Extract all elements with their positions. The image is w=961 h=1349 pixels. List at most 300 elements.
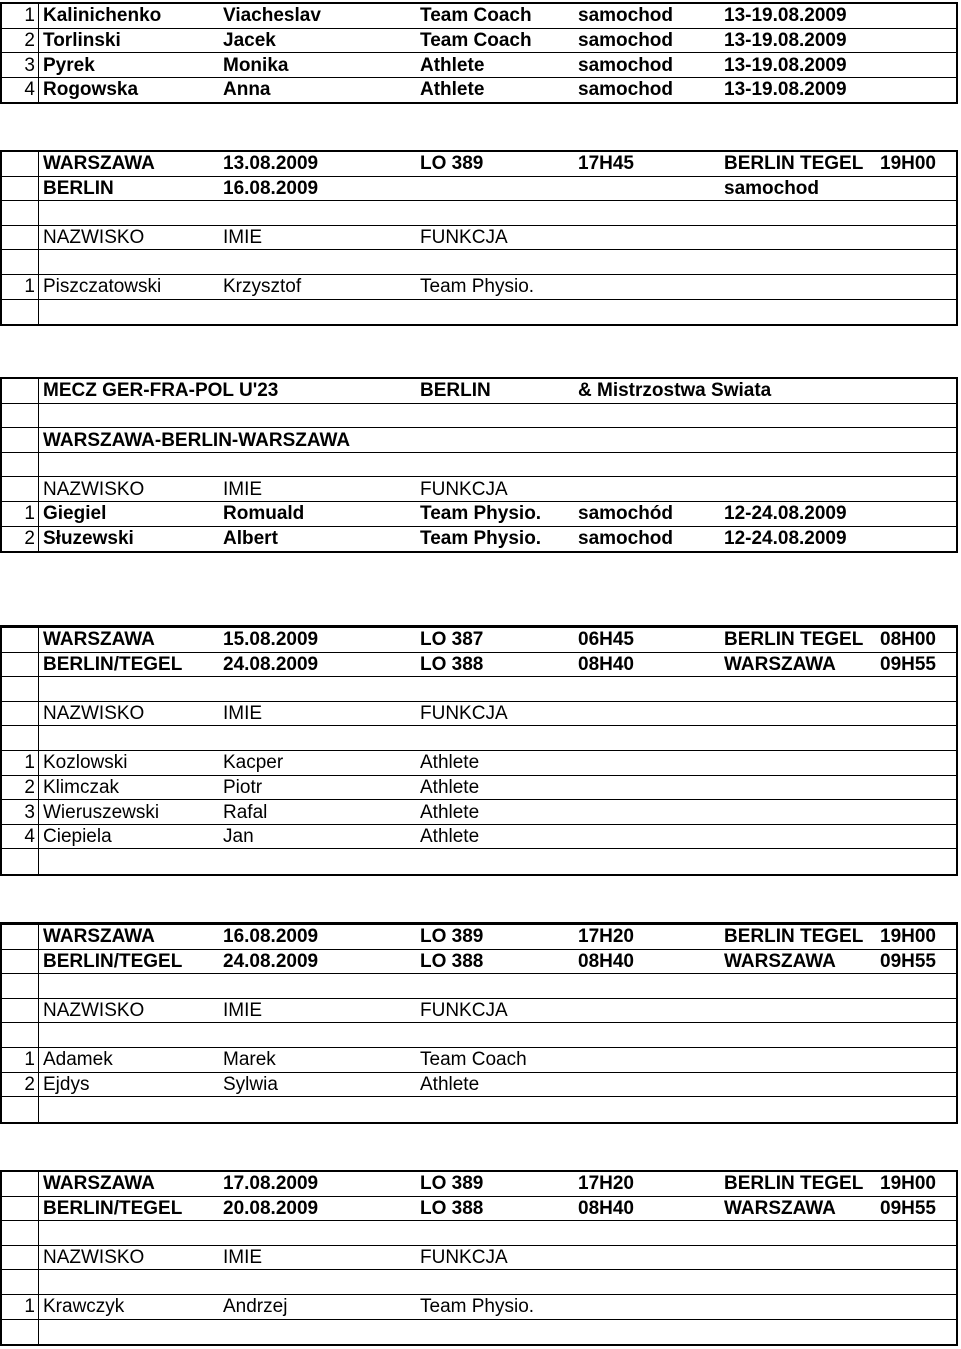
row-number [2,429,38,453]
table-cell [221,850,418,874]
table-cell [722,1271,878,1295]
table-cell: FUNKCJA [420,227,508,249]
row-number [2,226,38,250]
table-cell: 17H20 [578,1173,634,1195]
table-cell [576,1320,722,1344]
table-cell: WARSZAWA [43,1173,155,1195]
row-number: 2 [24,29,35,51]
table-cell: Rogowska [43,79,139,101]
table-cell: 12-24.08.2009 [724,503,847,525]
table-cell: 13-19.08.2009 [724,5,847,27]
table-cell [418,429,576,453]
table-cell: 09H55 [880,653,936,675]
table-cell: Team Physio. [420,527,542,549]
table-cell [878,527,961,551]
table-cell [418,1271,576,1295]
table-cell [41,1098,221,1122]
table-cell: BERLIN/TEGEL [43,950,183,972]
table-cell [41,300,221,324]
table-cell: NAZWISKO [43,227,145,249]
table-cell: NAZWISKO [43,703,145,725]
table-section [0,625,958,876]
table-cell [41,678,221,702]
table-cell: 08H40 [578,950,634,972]
table-cell [878,429,961,453]
table-cell [878,177,961,201]
table-cell [878,702,961,726]
table-cell: WARSZAWA [43,153,155,175]
table-cell: Athlete [420,752,480,774]
table-cell [418,727,576,751]
table-cell [576,478,722,502]
row-number [2,850,38,874]
table-cell: samochod [578,54,674,76]
table-cell: samochód [578,503,674,525]
table-cell: 19H00 [880,153,936,175]
table-cell [576,202,722,226]
table-cell: BERLIN [420,380,491,402]
row-number [2,628,38,652]
table-cell: Team Coach [420,1049,527,1071]
row-number: 3 [24,801,35,823]
table-cell: Athlete [420,54,485,76]
table-cell [576,1271,722,1295]
table-cell: 17H45 [578,153,634,175]
table-cell: 16.08.2009 [223,177,319,199]
column-divider [38,78,39,103]
table-cell [878,54,961,78]
table-cell: Ciepiela [43,826,112,848]
column-divider [38,226,39,251]
table-cell: WARSZAWA [43,926,155,948]
table-cell [221,251,418,275]
row-number [2,1024,38,1048]
column-divider [38,1023,39,1048]
table-cell [221,453,418,477]
table-cell: samochod [578,5,674,27]
table-cell: Athlete [420,79,485,101]
table-cell [221,429,418,453]
table-cell [418,177,576,201]
column-divider [38,1295,39,1320]
table-cell [221,300,418,324]
table-cell [41,404,221,428]
table-cell: 15.08.2009 [223,629,319,651]
table-cell [878,502,961,526]
row-number: 2 [24,527,35,549]
table-cell: Kalinichenko [43,5,162,27]
column-divider [38,502,39,527]
table-cell: 08H40 [578,1197,634,1219]
column-divider [38,825,39,850]
table-cell [878,1073,961,1097]
column-divider [38,1048,39,1073]
table-cell: samochod [578,29,674,51]
table-cell: Krzysztof [223,276,302,298]
table-cell [722,1320,878,1344]
table-cell [722,1246,878,1270]
table-cell [221,1098,418,1122]
table-cell: 08H40 [578,653,634,675]
column-divider [38,849,39,874]
column-divider [38,677,39,702]
table-cell: 13-19.08.2009 [724,79,847,101]
table-cell [221,404,418,428]
row-number [2,251,38,275]
row-number [2,379,38,403]
table-cell [41,453,221,477]
table-cell: BERLIN/TEGEL [43,653,183,675]
table-cell [576,404,722,428]
table-cell: Athlete [420,801,480,823]
table-cell [722,801,878,825]
table-cell [878,1246,961,1270]
table-cell [722,429,878,453]
table-cell: samochod [724,177,820,199]
table-cell [878,727,961,751]
table-cell [576,177,722,201]
table-cell: Giegiel [43,503,107,525]
table-cell [576,1246,722,1270]
table-cell: LO 389 [420,153,484,175]
table-cell [878,801,961,825]
row-number [2,727,38,751]
row-number: 1 [24,752,35,774]
table-cell [221,1222,418,1246]
column-divider [38,1172,39,1197]
table-cell [576,226,722,250]
table-cell: Marek [223,1049,276,1071]
table-cell [722,1073,878,1097]
table-section [0,2,958,104]
table-cell [722,404,878,428]
row-number: 2 [24,1073,35,1095]
table-cell: BERLIN [43,177,114,199]
table-cell: Athlete [420,826,480,848]
table-cell: 06H45 [578,629,634,651]
table-cell: IMIE [223,1247,263,1269]
table-cell: Klimczak [43,776,120,798]
table-cell [878,1295,961,1319]
table-cell [878,478,961,502]
table-cell [878,4,961,28]
table-cell [576,727,722,751]
table-cell: WARSZAWA [724,1197,836,1219]
table-cell: Anna [223,79,271,101]
table-cell [722,379,878,403]
table-cell [576,1073,722,1097]
table-cell [878,453,961,477]
table-cell: Team Coach [420,29,532,51]
table-cell [878,1320,961,1344]
table-cell: NAZWISKO [43,478,145,500]
table-cell: LO 389 [420,1173,484,1195]
table-cell: 13.08.2009 [223,153,319,175]
table-cell: WARSZAWA-BERLIN-WARSZAWA [43,429,351,451]
table-cell [878,300,961,324]
row-number: 1 [24,5,35,27]
column-divider [38,1246,39,1271]
table-cell: WARSZAWA [724,653,836,675]
table-cell: Adamek [43,1049,113,1071]
table-cell: LO 388 [420,950,484,972]
table-cell: 13-19.08.2009 [724,29,847,51]
table-cell: Team Physio. [420,276,535,298]
table-cell [418,1024,576,1048]
table-cell [41,727,221,751]
table-cell [576,975,722,999]
table-cell: Andrzej [223,1296,288,1318]
table-cell: 24.08.2009 [223,653,319,675]
table-cell: Jan [223,826,254,848]
table-cell: BERLIN/TEGEL [43,1197,183,1219]
table-cell: samochod [578,527,674,549]
table-cell [418,202,576,226]
row-number [2,950,38,974]
table-cell [576,776,722,800]
table-cell: Piszczatowski [43,276,162,298]
table-cell: Torlinski [43,29,121,51]
table-cell: MECZ GER-FRA-POL U'23 [43,380,279,402]
table-section [0,922,958,1124]
table-cell: FUNKCJA [420,1247,508,1269]
table-cell: FUNKCJA [420,703,508,725]
table-cell [418,1222,576,1246]
column-divider [38,1097,39,1122]
table-cell [878,1024,961,1048]
row-number [2,453,38,477]
table-cell [576,702,722,726]
table-cell [722,1048,878,1072]
table-cell [418,1098,576,1122]
column-divider [38,53,39,78]
column-divider [38,628,39,653]
table-cell [878,678,961,702]
table-cell [878,275,961,299]
table-cell: Athlete [420,1073,480,1095]
table-cell [878,850,961,874]
column-divider [38,300,39,325]
table-cell: Athlete [420,776,480,798]
table-cell: Monika [223,54,289,76]
table-cell [418,678,576,702]
table-cell: Team Physio. [420,1296,535,1318]
column-divider [38,751,39,776]
table-cell: FUNKCJA [420,1000,508,1022]
table-cell [722,1098,878,1122]
column-divider [38,726,39,751]
row-number: 4 [24,826,35,848]
table-cell [576,1295,722,1319]
table-cell [418,453,576,477]
table-cell: Pyrek [43,54,95,76]
row-number [2,678,38,702]
table-cell [576,801,722,825]
column-divider [38,404,39,429]
table-cell [878,975,961,999]
table-cell [722,825,878,849]
row-number: 3 [24,54,35,76]
table-cell [722,751,878,775]
table-cell [878,751,961,775]
table-cell [221,1320,418,1344]
row-number [2,478,38,502]
table-cell [878,379,961,403]
table-cell: BERLIN TEGEL [724,1173,864,1195]
column-divider [38,1270,39,1295]
column-divider [38,800,39,825]
table-cell [722,999,878,1023]
table-cell [878,776,961,800]
table-cell [221,975,418,999]
table-cell: Słuzewski [43,527,134,549]
column-divider [38,4,39,29]
table-cell [878,1048,961,1072]
table-cell [221,202,418,226]
table-cell: LO 388 [420,1197,484,1219]
table-cell [878,825,961,849]
table-cell: Team Physio. [420,503,542,525]
column-divider [38,1320,39,1345]
table-cell [221,727,418,751]
row-number [2,300,38,324]
table-cell [722,300,878,324]
column-divider [38,177,39,202]
table-cell [576,429,722,453]
row-number [2,925,38,949]
column-divider [38,477,39,502]
table-cell [221,1024,418,1048]
table-cell: LO 389 [420,926,484,948]
table-cell [878,29,961,53]
column-divider [38,250,39,275]
column-divider [38,379,39,404]
table-cell: Kacper [223,752,284,774]
column-divider [38,974,39,999]
table-cell [722,1295,878,1319]
row-number [2,1246,38,1270]
table-cell: Romuald [223,503,305,525]
table-cell: 24.08.2009 [223,950,319,972]
table-cell [41,975,221,999]
row-number [2,404,38,428]
row-number: 1 [24,1296,35,1318]
table-cell: Albert [223,527,278,549]
table-cell: NAZWISKO [43,1247,145,1269]
table-cell: Jacek [223,29,276,51]
table-cell [722,226,878,250]
table-cell [41,1271,221,1295]
table-cell [878,202,961,226]
table-cell [576,1048,722,1072]
table-cell [722,453,878,477]
table-cell: 16.08.2009 [223,926,319,948]
table-cell [722,251,878,275]
table-cell [41,202,221,226]
table-cell: samochod [578,79,674,101]
table-cell: Sylwia [223,1073,278,1095]
table-cell: FUNKCJA [420,478,508,500]
column-divider [38,702,39,727]
table-cell: BERLIN TEGEL [724,926,864,948]
table-cell [418,1320,576,1344]
table-cell [576,1024,722,1048]
table-section [0,377,958,553]
table-cell [722,1222,878,1246]
row-number: 4 [24,79,35,101]
column-divider [38,201,39,226]
table-cell: Kozlowski [43,752,128,774]
table-cell [41,850,221,874]
row-number [2,1271,38,1295]
table-cell: 09H55 [880,950,936,972]
table-cell: IMIE [223,227,263,249]
row-number [2,999,38,1023]
column-divider [38,29,39,54]
column-divider [38,428,39,453]
table-cell [722,850,878,874]
column-divider [38,1221,39,1246]
table-cell: Krawczyk [43,1296,125,1318]
table-cell: BERLIN TEGEL [724,629,864,651]
table-cell [576,453,722,477]
table-cell: 09H55 [880,1197,936,1219]
table-cell: IMIE [223,478,263,500]
table-cell: Viacheslav [223,5,321,27]
table-cell [878,226,961,250]
table-cell [418,404,576,428]
table-cell [878,404,961,428]
table-cell: 19H00 [880,1173,936,1195]
column-divider [38,453,39,478]
table-cell [418,300,576,324]
table-cell [221,678,418,702]
table-cell [576,251,722,275]
table-cell [878,1271,961,1295]
table-cell [418,251,576,275]
table-cell: 17H20 [578,926,634,948]
table-cell [576,275,722,299]
table-cell: 19H00 [880,926,936,948]
row-number [2,653,38,677]
column-divider [38,950,39,975]
row-number [2,1197,38,1221]
table-cell [576,300,722,324]
table-cell: 08H00 [880,629,936,651]
row-number [2,1172,38,1196]
table-cell: Team Coach [420,5,532,27]
table-cell: LO 387 [420,629,484,651]
table-cell [576,751,722,775]
row-number [2,975,38,999]
column-divider [38,275,39,300]
table-cell [576,999,722,1023]
column-divider [38,527,39,552]
table-cell [221,379,418,403]
row-number: 1 [24,503,35,525]
table-cell [722,202,878,226]
table-cell: BERLIN TEGEL [724,153,864,175]
table-cell [878,1098,961,1122]
table-cell [722,776,878,800]
column-divider [38,653,39,678]
table-cell [878,1222,961,1246]
table-cell: NAZWISKO [43,1000,145,1022]
table-cell [722,1024,878,1048]
row-number [2,177,38,201]
row-number: 2 [24,776,35,798]
table-cell: IMIE [223,703,263,725]
